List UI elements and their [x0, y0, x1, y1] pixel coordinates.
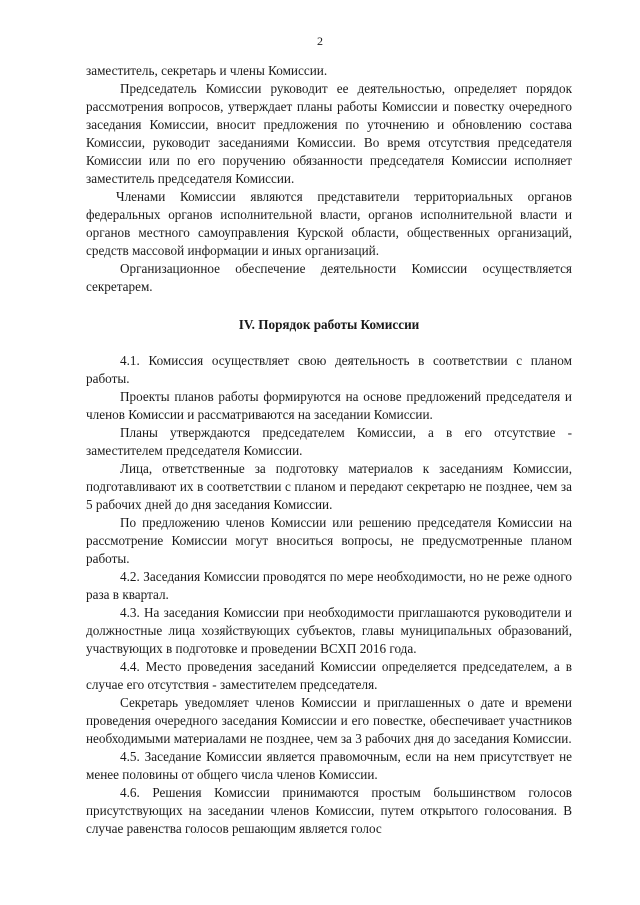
page-number: 2	[317, 34, 323, 48]
paragraph: 4.3. На заседания Комиссии при необходимости приглашаются руководители и должностные лица хозяйствующих субъектов, главы муниципальных образований, участвующих в подготовке и проведении ВСХП 2016 года.	[86, 605, 572, 656]
paragraph: заместитель, секретарь и члены Комиссии.	[86, 63, 328, 78]
paragraph: 4.6. Решения Комиссии принимаются простым большинством голосов присутствующих на заседании членов Комиссии, путем открытого голосования. В случае равенства голосов решающим является голос	[86, 785, 572, 836]
paragraph: Планы утверждаются председателем Комиссии, а в его отсутствие - заместителем председателя Комиссии.	[86, 425, 572, 458]
section-heading: IV. Порядок работы Комиссии	[238, 317, 420, 332]
paragraph: Организационное обеспечение деятельности Комиссии осуществляется секретарем.	[86, 261, 572, 294]
paragraph: 4.2. Заседания Комиссии проводятся по мере необходимости, но не реже одного раза в квартал.	[86, 569, 572, 602]
paragraph: Секретарь уведомляет членов Комиссии и приглашенных о дате и времени проведения очередного заседания Комиссии и его повестке, обеспечивает участников необходимыми материалами не позднее, чем за 3 рабочих дня до заседания Комиссии.	[86, 695, 572, 746]
paragraph: 4.4. Место проведения заседаний Комиссии определяется председателем, а в случае его отсутствия - заместителем председателя.	[86, 659, 572, 692]
paragraph: Лица, ответственные за подготовку материалов к заседаниям Комиссии, подготавливают их в соответствии с планом и передают секретарю не позднее, чем за 5 рабочих дней до дня заседания Комиссии.	[86, 461, 572, 512]
paragraph: Проекты планов работы формируются на основе предложений председателя и членов Комиссии и рассматриваются на заседании Комиссии.	[86, 389, 572, 422]
paragraph: 4.1. Комиссия осуществляет свою деятельность в соответствии с планом работы.	[86, 353, 572, 386]
paragraph: Председатель Комиссии руководит ее деятельностью, определяет порядок рассмотрения вопросов, утверждает планы работы Комиссии и повестку очередного заседания Комиссии, вносит предложения по уточнению и обновлению состава Комиссии, руководит заседаниями Комиссии. Во время отсутствия председателя Комиссии или по его поручению обязанности председателя Комиссии исполняет заместитель председателя Комиссии.	[86, 81, 572, 186]
paragraph: 4.5. Заседание Комиссии является правомочным, если на нем присутствует не менее половины от общего числа членов Комиссии.	[86, 749, 572, 782]
paragraph: Членами Комиссии являются представители территориальных органов федеральных органов исполнительной власти, органов исполнительной власти и органов местного самоуправления Курской области, общественных организаций, средств массовой информации и иных организаций.	[86, 189, 572, 258]
paragraph: По предложению членов Комиссии или решению председателя Комиссии на рассмотрение Комиссии могут вноситься вопросы, не предусмотренные планом работы.	[86, 515, 572, 566]
document-body	[86, 62, 572, 838]
